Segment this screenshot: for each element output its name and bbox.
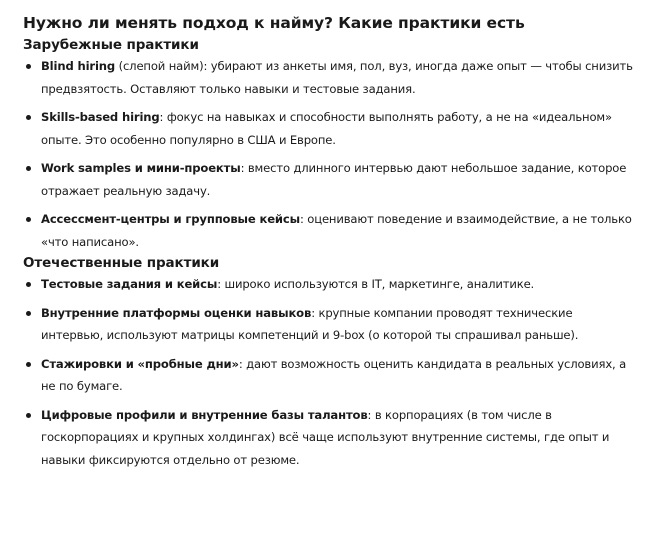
item-term: Blind hiring (41, 59, 116, 73)
item-text: (слепой найм): убирают из анкеты имя, пол, вуз, иногда даже опыт — чтобы снизить предвзятость. Оставляют только навыки и тестовые задания. (41, 59, 633, 96)
section-heading-foreign: Зарубежные практики (23, 37, 199, 53)
bullet-icon (26, 217, 31, 222)
bullet-icon (26, 115, 31, 120)
page-title: Нужно ли менять подход к найму? Какие практики есть (23, 14, 525, 32)
section-heading-domestic: Отечественные практики (23, 255, 220, 271)
item-text: : фокус на навыках и способности выполнять работу, а не на «идеальном» опыте. Это особенно популярно в США и Европе. (41, 110, 612, 147)
list-item (23, 404, 633, 472)
item-text: : в корпорациях (в том числе в госкорпорациях и крупных холдингах) всё чаще используют внутренние системы, где опыт и навыки фиксируются отдельно от резюме. (41, 407, 610, 467)
item-term: Work samples и мини-проекты (41, 161, 241, 175)
list-item (23, 55, 633, 100)
item-term: Skills-based hiring (41, 110, 160, 124)
bullet-icon (26, 311, 31, 316)
list-item (23, 157, 633, 202)
foreign-practices-list (23, 55, 633, 253)
list-item (23, 106, 633, 151)
bullet-icon (26, 362, 31, 367)
list-item (23, 208, 633, 253)
item-text: : дают возможность оценить кандидата в реальных условиях, а не по бумаге. (41, 356, 627, 393)
item-term: Внутренние платформы оценки навыков (41, 305, 312, 320)
list-item (23, 353, 633, 398)
item-term: Цифровые профили и внутренние базы талантов (41, 407, 368, 422)
item-term: Тестовые задания и кейсы (41, 277, 218, 291)
item-text: : крупные компании проводят технические интервью, используют матрицы компетенций и 9-box (о которой ты спрашивал раньше). (41, 305, 579, 342)
domestic-practices-list (23, 273, 633, 471)
bullet-icon (26, 413, 31, 418)
item-text: : вместо длинного интервью дают небольшое задание, которое отражает реальную задачу. (41, 161, 627, 198)
list-item (23, 273, 633, 296)
item-term: Стажировки и «пробные дни» (41, 356, 239, 371)
item-text: : широко используются в IT, маркетинге, аналитике. (217, 277, 535, 291)
bullet-icon (26, 64, 31, 69)
bullet-icon (26, 166, 31, 171)
item-term: Ассессмент-центры и групповые кейсы (41, 212, 300, 226)
item-text: : оценивают поведение и взаимодействие, а не только «что написано». (41, 212, 632, 249)
list-item (23, 302, 633, 347)
bullet-icon (26, 282, 31, 287)
